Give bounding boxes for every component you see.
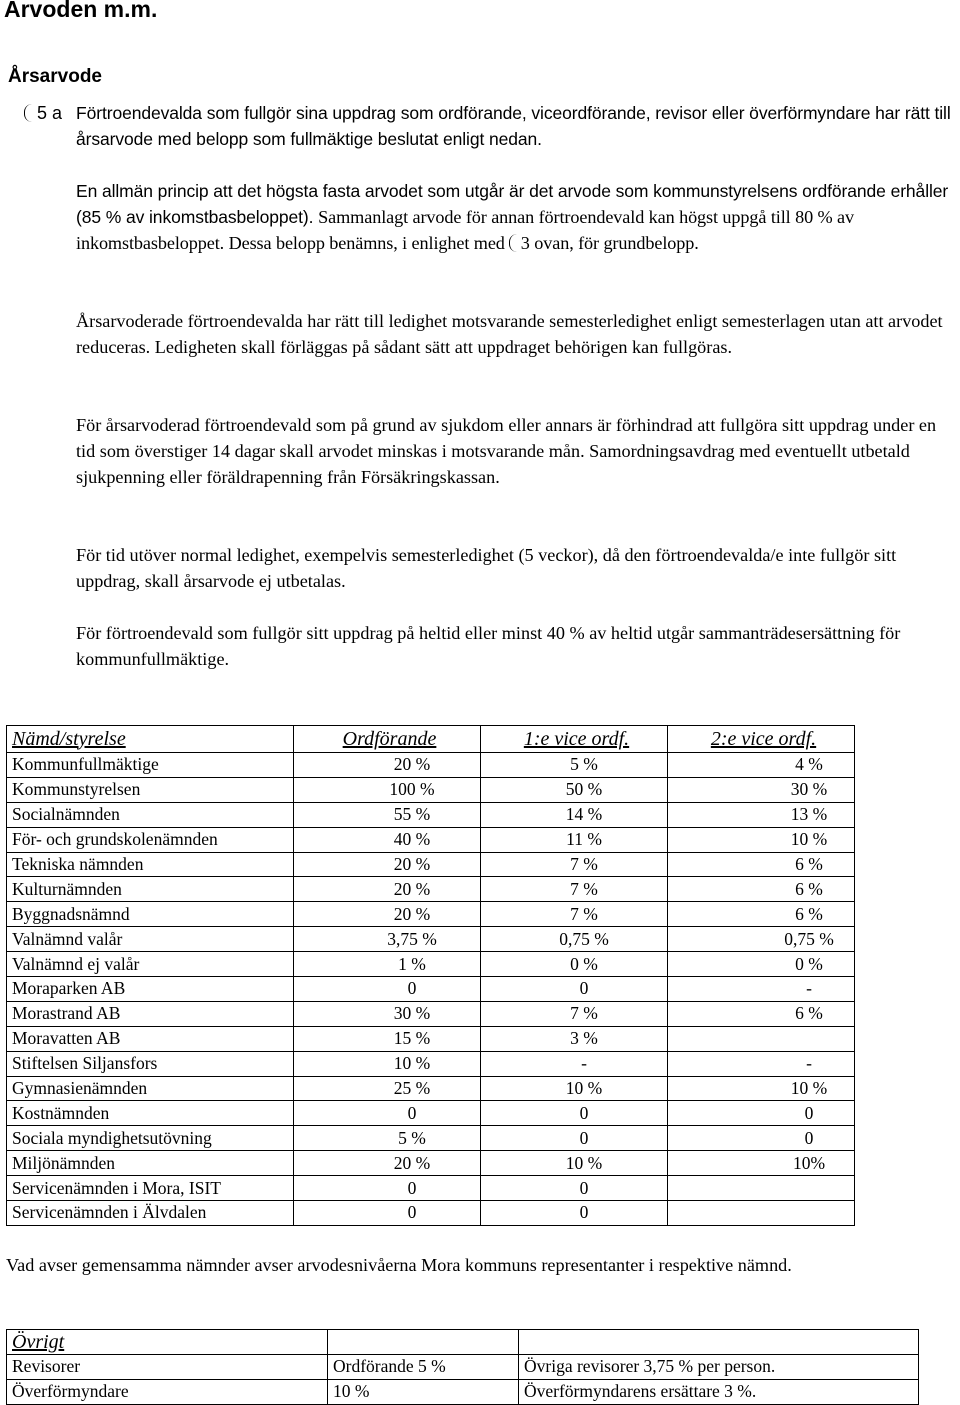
paragraph-number-label: 5 a bbox=[37, 103, 63, 123]
rate-value: 10 % bbox=[790, 829, 828, 850]
paragraph-5: För tid utöver normal ledighet, exempelvis semesterledighet (5 veckor), då den förtroendevalda/e inte fullgör sitt uppdrag, skall årsarvode ej utbetalas. bbox=[76, 545, 897, 591]
rate-value: 0 bbox=[407, 1102, 417, 1123]
rate-cell bbox=[294, 777, 481, 802]
rate-cell bbox=[668, 1176, 855, 1201]
table-cell: Revisorer bbox=[7, 1355, 328, 1380]
rate-value: 10 % bbox=[565, 1152, 603, 1173]
fee-rates-table bbox=[6, 725, 855, 1226]
rate-value: 20 % bbox=[393, 754, 431, 775]
board-name-cell: Kulturnämnden bbox=[7, 877, 294, 902]
table-row bbox=[7, 1151, 855, 1176]
rate-value: 20 % bbox=[393, 878, 431, 899]
rate-value: 30 % bbox=[393, 1003, 431, 1024]
rate-cell bbox=[481, 1151, 668, 1176]
rate-value: 30 % bbox=[790, 779, 828, 800]
table-row bbox=[7, 802, 855, 827]
table-row bbox=[7, 753, 855, 778]
table-row bbox=[7, 1126, 855, 1151]
table-row bbox=[7, 1026, 855, 1051]
rate-cell bbox=[294, 753, 481, 778]
rate-cell bbox=[294, 1151, 481, 1176]
rate-value: 10 % bbox=[790, 1078, 828, 1099]
table-row bbox=[7, 1001, 855, 1026]
board-name-cell: Miljönämnden bbox=[7, 1151, 294, 1176]
board-name-cell: Valnämnd valår bbox=[7, 927, 294, 952]
board-name-cell: Morastrand AB bbox=[7, 1001, 294, 1026]
paragraph-2-reference: 3 ovan, för grundbelopp. bbox=[520, 233, 699, 253]
board-name-cell: Sociala myndighetsutövning bbox=[7, 1126, 294, 1151]
rate-cell bbox=[294, 1201, 481, 1226]
board-name-cell: Servicenämnden i Mora, ISIT bbox=[7, 1176, 294, 1201]
rate-value: 5 % bbox=[398, 1127, 426, 1148]
board-name-cell: Kostnämnden bbox=[7, 1101, 294, 1126]
rate-value: 55 % bbox=[393, 804, 431, 825]
rate-value: 15 % bbox=[393, 1028, 431, 1049]
rate-cell bbox=[481, 952, 668, 977]
rate-cell bbox=[294, 1026, 481, 1051]
board-name-cell: Stiftelsen Siljansfors bbox=[7, 1051, 294, 1076]
paragraph-3: Årsarvoderade förtroendevalda har rätt till ledighet motsvarande semesterledighet enligt semesterlagen utan att arvodet reduceras. Ledigheten skall förläggas på sådant sätt att uppdraget behörigen kan fullgöras. bbox=[76, 311, 943, 357]
table-cell: 10 % bbox=[328, 1379, 519, 1404]
table-cell: Överförmyndarens ersättare 3 %. bbox=[519, 1379, 919, 1404]
rate-value: 0 bbox=[579, 1177, 589, 1198]
rate-value: 10% bbox=[792, 1152, 826, 1173]
rate-value: 1 % bbox=[398, 953, 426, 974]
column-header-second-vice: 2:e vice ordf. bbox=[668, 726, 855, 753]
rate-value: 7 % bbox=[570, 878, 598, 899]
table-row bbox=[7, 1176, 855, 1201]
rate-value: 0 bbox=[579, 1127, 589, 1148]
board-name-cell: För- och grundskolenämnden bbox=[7, 827, 294, 852]
rate-cell bbox=[668, 1101, 855, 1126]
rate-cell bbox=[668, 802, 855, 827]
table-row bbox=[7, 827, 855, 852]
rate-cell bbox=[294, 1176, 481, 1201]
column-header-first-vice: 1:e vice ordf. bbox=[481, 726, 668, 753]
rate-value: 6 % bbox=[795, 878, 823, 899]
paragraph-4: För årsarvoderad förtroendevald som på grund av sjukdom eller annars är förhindrad att fullgöra sitt uppdrag under en tid som överstiger 14 dagar skall arvodet minskas i motsvarande mån. Samordningsavdrag med eventuellt utbetald sjukpenning eller föräldrapenning från Försäkringskassan. bbox=[76, 415, 937, 487]
rate-cell bbox=[668, 952, 855, 977]
rate-value: 3 % bbox=[570, 1028, 598, 1049]
rate-value: 0 bbox=[407, 1177, 417, 1198]
table-row bbox=[7, 1076, 855, 1101]
board-name-cell: Byggnadsnämnd bbox=[7, 902, 294, 927]
rate-value: 7 % bbox=[570, 1003, 598, 1024]
rate-value: 0 bbox=[579, 978, 589, 999]
rate-cell bbox=[668, 1026, 855, 1051]
rate-value: 0 bbox=[579, 1202, 589, 1223]
table-row bbox=[7, 877, 855, 902]
table-cell: Överförmyndare bbox=[7, 1379, 328, 1404]
rate-value: 7 % bbox=[570, 903, 598, 924]
paragraph-2 bbox=[76, 178, 952, 256]
table-row bbox=[7, 977, 855, 1002]
rate-value: 100 % bbox=[389, 779, 435, 800]
board-name-cell: Socialnämnden bbox=[7, 802, 294, 827]
rate-cell bbox=[668, 977, 855, 1002]
rate-cell bbox=[294, 1101, 481, 1126]
paragraph-number bbox=[24, 103, 62, 124]
rate-cell bbox=[481, 1026, 668, 1051]
rate-cell bbox=[668, 1076, 855, 1101]
rate-cell bbox=[481, 1126, 668, 1151]
table-row bbox=[7, 1051, 855, 1076]
rate-cell bbox=[668, 1126, 855, 1151]
table-row bbox=[7, 1101, 855, 1126]
table-row bbox=[7, 1355, 919, 1380]
rate-value: 7 % bbox=[570, 854, 598, 874]
paragraph-6: För förtroendevald som fullgör sitt uppdrag på heltid eller minst 40 % av heltid utgår sammanträdesersättning för kommunfullmäktige. bbox=[76, 623, 901, 669]
rate-value: 20 % bbox=[393, 1152, 431, 1173]
rate-value: 20 % bbox=[393, 903, 431, 924]
rate-cell bbox=[481, 1176, 668, 1201]
fee-rates-body bbox=[7, 753, 855, 1226]
rate-cell bbox=[668, 753, 855, 778]
table-cell: Övriga revisorer 3,75 % per person. bbox=[519, 1355, 919, 1380]
table-header-row bbox=[7, 1330, 919, 1355]
rate-cell bbox=[294, 902, 481, 927]
rate-value: 0,75 % bbox=[784, 928, 834, 949]
rate-value: 10 % bbox=[565, 1078, 603, 1099]
rate-cell bbox=[481, 1001, 668, 1026]
rate-value: 10 % bbox=[393, 1053, 431, 1074]
rate-value: 0 bbox=[407, 978, 417, 999]
table-row bbox=[7, 1201, 855, 1226]
rate-cell bbox=[668, 1051, 855, 1076]
rate-cell bbox=[294, 1126, 481, 1151]
document-title: Arvoden m.m. bbox=[4, 0, 158, 22]
rate-cell bbox=[294, 927, 481, 952]
board-name-cell: Gymnasienämnden bbox=[7, 1076, 294, 1101]
board-name-cell: Kommunfullmäktige bbox=[7, 753, 294, 778]
rate-value: 40 % bbox=[393, 829, 431, 850]
rate-value: - bbox=[806, 978, 812, 999]
board-name-cell: Moravatten AB bbox=[7, 1026, 294, 1051]
column-header-chair: Ordförande bbox=[294, 726, 481, 753]
rate-value: 50 % bbox=[565, 779, 603, 800]
section-sign-icon bbox=[509, 234, 519, 252]
table-row bbox=[7, 1379, 919, 1404]
other-header-empty bbox=[328, 1330, 519, 1355]
rate-value: 0,75 % bbox=[559, 928, 609, 949]
table-row bbox=[7, 777, 855, 802]
rate-value: 5 % bbox=[570, 754, 598, 775]
rate-cell bbox=[481, 777, 668, 802]
rate-value: 0 % bbox=[570, 953, 598, 974]
rate-value: 0 % bbox=[795, 953, 823, 974]
other-header-empty bbox=[519, 1330, 919, 1355]
board-name-cell: Kommunstyrelsen bbox=[7, 777, 294, 802]
rate-cell bbox=[668, 852, 855, 877]
rate-cell bbox=[481, 753, 668, 778]
table-header-row bbox=[7, 726, 855, 753]
rate-cell bbox=[481, 1076, 668, 1101]
rate-cell bbox=[481, 802, 668, 827]
rate-value: 20 % bbox=[393, 854, 431, 874]
rate-cell bbox=[294, 977, 481, 1002]
table-cell: Ordförande 5 % bbox=[328, 1355, 519, 1380]
rate-cell bbox=[668, 1201, 855, 1226]
board-name-cell: Servicenämnden i Älvdalen bbox=[7, 1201, 294, 1226]
rate-cell bbox=[481, 977, 668, 1002]
rate-cell bbox=[294, 827, 481, 852]
column-header-board: Nämd/styrelse bbox=[7, 726, 294, 753]
rate-cell bbox=[294, 1051, 481, 1076]
rate-value: - bbox=[806, 1053, 812, 1074]
rate-cell bbox=[481, 927, 668, 952]
rate-value: 6 % bbox=[795, 1003, 823, 1024]
rate-cell bbox=[481, 1201, 668, 1226]
rate-value: 6 % bbox=[795, 903, 823, 924]
rate-value: - bbox=[581, 1053, 587, 1074]
rate-cell bbox=[481, 902, 668, 927]
section-sign-icon bbox=[24, 104, 34, 122]
rate-cell bbox=[294, 1001, 481, 1026]
rate-cell bbox=[481, 1051, 668, 1076]
board-name-cell: Tekniska nämnden bbox=[7, 852, 294, 877]
paragraph-2-limit: Sammanlagt arvode för annan förtroendevald kan högst uppgå till 80 % av inkomstbasbeloppet. Dessa belopp benämns, i enlighet med bbox=[76, 207, 854, 253]
paragraph-1: Förtroendevalda som fullgör sina uppdrag som ordförande, viceordförande, revisor eller överförmyndare har rätt till årsarvode med belopp som fullmäktige beslutat enligt nedan. bbox=[76, 103, 951, 149]
rate-value: 13 % bbox=[790, 804, 828, 825]
rate-value: 14 % bbox=[565, 804, 603, 825]
rate-cell bbox=[294, 1076, 481, 1101]
shared-boards-note: Vad avser gemensamma nämnder avser arvodesnivåerna Mora kommuns representanter i respektive nämnd. bbox=[6, 1255, 792, 1275]
rate-cell bbox=[294, 952, 481, 977]
rate-cell bbox=[294, 802, 481, 827]
rate-value: 11 % bbox=[566, 829, 602, 850]
paragraph-2-principle: En allmän princip att det högsta fasta arvodet som utgår är det arvode som kommunstyrelsens ordförande erhåller (85 % av inkomstbasbeloppet). bbox=[76, 181, 949, 227]
rate-value: 0 bbox=[804, 1127, 814, 1148]
rate-cell bbox=[481, 877, 668, 902]
rate-cell bbox=[668, 777, 855, 802]
rate-cell bbox=[668, 902, 855, 927]
other-header: Övrigt bbox=[7, 1330, 328, 1355]
rate-cell bbox=[668, 877, 855, 902]
rate-value: 25 % bbox=[393, 1078, 431, 1099]
board-name-cell: Moraparken AB bbox=[7, 977, 294, 1002]
rate-cell bbox=[668, 1151, 855, 1176]
other-fees-table bbox=[6, 1329, 919, 1405]
rate-cell bbox=[668, 927, 855, 952]
rate-cell bbox=[481, 827, 668, 852]
rate-value: 0 bbox=[407, 1202, 417, 1223]
board-name-cell: Valnämnd ej valår bbox=[7, 952, 294, 977]
table-row bbox=[7, 902, 855, 927]
rate-value: 3,75 % bbox=[387, 928, 437, 949]
rate-value: 0 bbox=[804, 1102, 814, 1123]
rate-cell bbox=[294, 852, 481, 877]
table-row bbox=[7, 852, 855, 877]
rate-cell bbox=[481, 1101, 668, 1126]
rate-cell bbox=[481, 852, 668, 877]
section-heading: Årsarvode bbox=[8, 66, 102, 87]
table-row bbox=[7, 927, 855, 952]
rate-cell bbox=[668, 827, 855, 852]
rate-value: 0 bbox=[579, 1102, 589, 1123]
table-row bbox=[7, 952, 855, 977]
rate-cell bbox=[294, 877, 481, 902]
rate-cell bbox=[668, 1001, 855, 1026]
rate-value: 6 % bbox=[795, 854, 823, 874]
rate-value: 4 % bbox=[795, 754, 823, 775]
